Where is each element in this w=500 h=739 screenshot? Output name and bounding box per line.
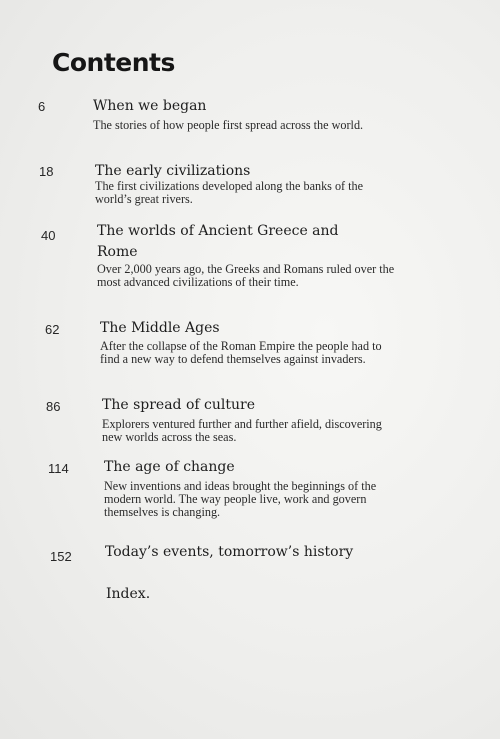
toc-page-number: 86 (46, 399, 61, 414)
toc-entry-title: The age of change (104, 459, 235, 475)
toc-entry-title: The early civilizations (95, 163, 251, 179)
toc-page-number: 62 (45, 322, 60, 337)
toc-page-number: 40 (41, 228, 56, 243)
toc-entry-description: Explorers ventured further and further afield, discovering new worlds across the seas. (102, 417, 382, 444)
toc-page-number: 6 (38, 99, 46, 114)
toc-entry-description: The stories of how people first spread across the world. (93, 118, 364, 132)
toc-entry-title: The worlds of Ancient Greece and Rome (97, 223, 339, 260)
toc-entry-title: The spread of culture (102, 397, 255, 413)
toc-entry-title: The Middle Ages (100, 320, 220, 336)
toc-entry-title: Index. (106, 586, 151, 602)
toc-entry-description: Over 2,000 years ago, the Greeks and Romans ruled over the most advanced civilizations of their time. (97, 262, 395, 289)
toc-entry-description: The first civilizations developed along the banks of the world’s great rivers. (95, 179, 364, 206)
toc-page-number: 18 (39, 164, 54, 179)
toc-entry-description: After the collapse of the Roman Empire the people had to find a new way to defend themselves against invaders. (100, 339, 382, 366)
toc-entry-title: Today’s events, tomorrow’s history (105, 544, 354, 560)
toc-entry-description: New inventions and ideas brought the beginnings of the modern world. The way people live, work and govern themselves is changing. (104, 479, 377, 519)
page-title: Contents (52, 48, 175, 77)
toc-page-number: 152 (50, 549, 72, 564)
toc-entry-title: When we began (93, 98, 207, 114)
toc-page-number: 114 (48, 461, 69, 476)
